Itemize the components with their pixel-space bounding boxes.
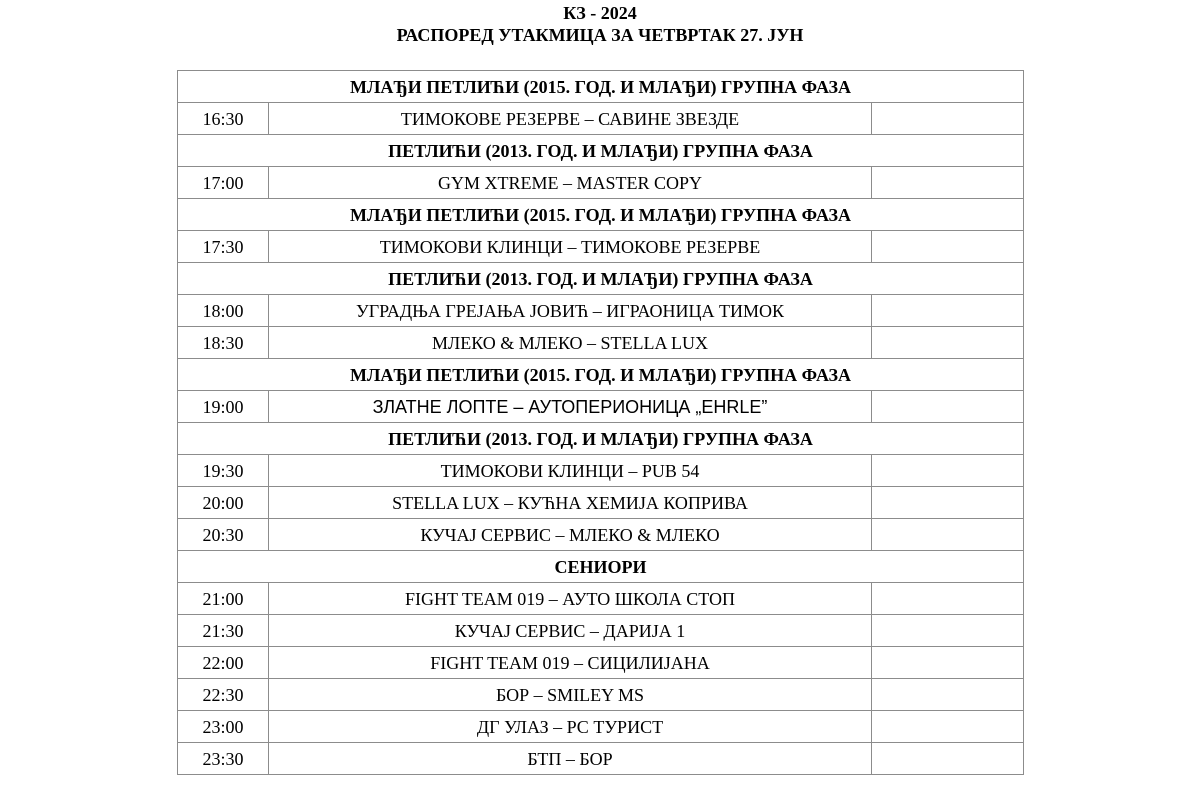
- match-teams: STELLA LUX – КУЋНА ХЕМИЈА КОПРИВА: [269, 487, 872, 519]
- match-time: 18:00: [178, 295, 269, 327]
- match-time: 20:00: [178, 487, 269, 519]
- match-row: [178, 295, 1024, 327]
- section-header-row: [178, 263, 1024, 295]
- match-teams: ТИМОКОВЕ РЕЗЕРВЕ – САВИНЕ ЗВЕЗДЕ: [269, 103, 872, 135]
- section-header-row: [178, 71, 1024, 103]
- match-teams: ДГ УЛАЗ – РС ТУРИСТ: [269, 711, 872, 743]
- section-header-row: [178, 423, 1024, 455]
- match-time: 22:00: [178, 647, 269, 679]
- section-header-row: [178, 199, 1024, 231]
- match-row: [178, 615, 1024, 647]
- match-time: 18:30: [178, 327, 269, 359]
- match-time: 22:30: [178, 679, 269, 711]
- match-time: 23:00: [178, 711, 269, 743]
- section-header-label: МЛАЂИ ПЕТЛИЋИ (2015. ГОД. И МЛАЂИ) ГРУПНА ФАЗА: [178, 359, 1024, 391]
- match-row: [178, 487, 1024, 519]
- section-header-label: ПЕТЛИЋИ (2013. ГОД. И МЛАЂИ) ГРУПНА ФАЗА: [178, 423, 1024, 455]
- match-time: 19:00: [178, 391, 269, 423]
- match-score: [872, 711, 1024, 743]
- match-score: [872, 455, 1024, 487]
- section-header-label: СЕНИОРИ: [178, 551, 1024, 583]
- match-score: [872, 679, 1024, 711]
- match-score: [872, 743, 1024, 775]
- section-header-row: [178, 551, 1024, 583]
- section-header-label: ПЕТЛИЋИ (2013. ГОД. И МЛАЂИ) ГРУПНА ФАЗА: [178, 263, 1024, 295]
- match-time: 19:30: [178, 455, 269, 487]
- match-row: [178, 583, 1024, 615]
- section-header-label: МЛАЂИ ПЕТЛИЋИ (2015. ГОД. И МЛАЂИ) ГРУПНА ФАЗА: [178, 199, 1024, 231]
- match-time: 21:30: [178, 615, 269, 647]
- document-subtitle: РАСПОРЕД УТАКМИЦА ЗА ЧЕТВРТАК 27. ЈУН: [396, 25, 804, 45]
- match-score: [872, 327, 1024, 359]
- match-row: [178, 167, 1024, 199]
- match-teams: FIGHT TEAM 019 – АУТО ШКОЛА СТОП: [269, 583, 872, 615]
- match-teams: КУЧАЈ СЕРВИС – МЛЕКО & МЛЕКО: [269, 519, 872, 551]
- match-teams: КУЧАЈ СЕРВИС – ДАРИЈА 1: [269, 615, 872, 647]
- match-row: [178, 327, 1024, 359]
- match-time: 16:30: [178, 103, 269, 135]
- match-teams: БОР – SMILEY MS: [269, 679, 872, 711]
- section-header-label: ПЕТЛИЋИ (2013. ГОД. И МЛАЂИ) ГРУПНА ФАЗА: [178, 135, 1024, 167]
- match-row: [178, 103, 1024, 135]
- match-score: [872, 519, 1024, 551]
- section-header-row: [178, 359, 1024, 391]
- match-teams: БТП – БОР: [269, 743, 872, 775]
- match-score: [872, 103, 1024, 135]
- match-row: [178, 711, 1024, 743]
- match-teams: GYM XTREME – MASTER COPY: [269, 167, 872, 199]
- match-row: [178, 519, 1024, 551]
- section-header-row: [178, 135, 1024, 167]
- match-time: 17:30: [178, 231, 269, 263]
- match-teams: ЗЛАТНЕ ЛОПТЕ – АУТОПЕРИОНИЦА „EHRLE”: [269, 391, 872, 423]
- match-score: [872, 391, 1024, 423]
- match-score: [872, 295, 1024, 327]
- section-header-label: МЛАЂИ ПЕТЛИЋИ (2015. ГОД. И МЛАЂИ) ГРУПНА ФАЗА: [178, 71, 1024, 103]
- schedule-table: [177, 70, 1024, 775]
- match-time: 17:00: [178, 167, 269, 199]
- match-time: 23:30: [178, 743, 269, 775]
- match-row: [178, 391, 1024, 423]
- match-score: [872, 231, 1024, 263]
- match-row: [178, 679, 1024, 711]
- match-row: [178, 743, 1024, 775]
- match-score: [872, 583, 1024, 615]
- document-title: КЗ - 2024: [563, 3, 637, 23]
- match-score: [872, 167, 1024, 199]
- match-teams: ТИМОКОВИ КЛИНЦИ – ТИМОКОВЕ РЕЗЕРВЕ: [269, 231, 872, 263]
- match-teams: FIGHT TEAM 019 – СИЦИЛИЈАНА: [269, 647, 872, 679]
- match-teams: МЛЕКО & МЛЕКО – STELLA LUX: [269, 327, 872, 359]
- match-teams: ТИМОКОВИ КЛИНЦИ – PUB 54: [269, 455, 872, 487]
- schedule-body: [178, 71, 1024, 775]
- match-score: [872, 487, 1024, 519]
- match-score: [872, 615, 1024, 647]
- match-score: [872, 647, 1024, 679]
- match-row: [178, 647, 1024, 679]
- match-time: 21:00: [178, 583, 269, 615]
- match-teams: УГРАДЊА ГРЕЈАЊА ЈОВИЋ – ИГРАОНИЦА ТИМОК: [269, 295, 872, 327]
- match-time: 20:30: [178, 519, 269, 551]
- match-row: [178, 231, 1024, 263]
- match-row: [178, 455, 1024, 487]
